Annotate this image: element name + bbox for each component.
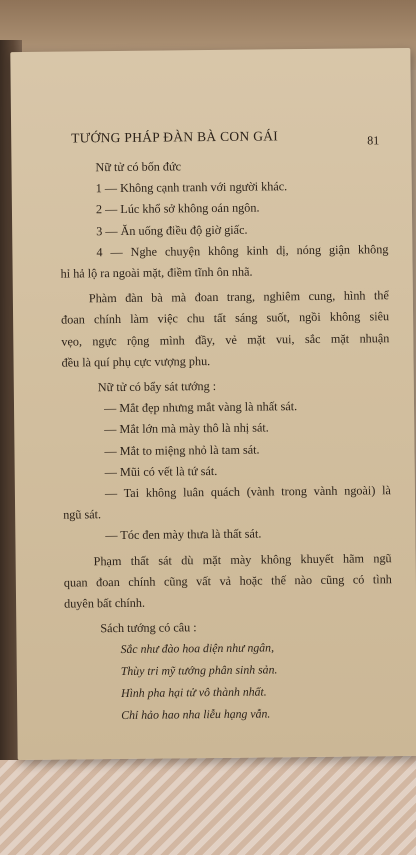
kill-item-5-line1: — Tai không luân quách (vành trong vành ngoài) là	[104, 483, 391, 501]
book-page	[10, 48, 416, 760]
quote-line: Chỉ hảo hao nha liễu hạng vẫn.	[121, 706, 271, 722]
virtue-item: 3 — Ăn uống điều độ giờ giấc.	[96, 222, 248, 238]
quote-intro: Sách tướng có câu :	[100, 620, 197, 636]
kill-item: — Mắt đẹp nhưng mắt vàng là nhất sát.	[103, 399, 298, 416]
paragraph1-line2: đoan chính làm việc chu tất sáng suốt, ngồi không siêu	[61, 309, 390, 328]
page-number: 81	[367, 133, 380, 148]
kill-item: — Mắt lớn mà mày thô là nhị sát.	[104, 420, 269, 437]
virtue-item-4-line2: hỉ hả lộ ra ngoài mặt, điềm tĩnh ôn nhã.	[60, 264, 253, 281]
kill-item-5-line2: ngũ sát.	[63, 507, 102, 522]
kill-item: — Mũi có vết là tứ sát.	[104, 463, 218, 479]
four-virtues-heading: Nữ tử có bốn đức	[95, 159, 182, 175]
virtue-item-4-line1: 4 — Nghe chuyện không kinh dị, nóng giận không	[96, 241, 389, 260]
virtue-item: 2 — Lúc khổ sở không oán ngôn.	[95, 200, 260, 217]
paragraph2-line3: duyên bất chính.	[64, 595, 146, 611]
running-title: TƯỚNG PHÁP ĐÀN BÀ CON GÁI	[71, 128, 279, 146]
page-header	[59, 124, 387, 157]
quote-line: Thùy tri mỹ tướng phân sinh sản.	[120, 662, 278, 679]
paragraph1-line3: vẹo, ngực rộng mình đầy, vẻ mặt vui, sắc mặt nhuận	[61, 330, 390, 349]
paragraph2-line1: Phạm thất sát dù mặt mày không khuyết hãm ngũ	[93, 550, 392, 568]
kill-item: — Mắt to miệng nhỏ là tam sát.	[104, 442, 260, 458]
seven-kills-heading: Nữ tử có bẩy sát tướng :	[97, 379, 217, 395]
quote-line: Hình pha hại tử vô thành nhất.	[120, 684, 267, 701]
page-content	[59, 124, 393, 727]
kill-item-6: — Tóc đen mày thưa là thất sát.	[105, 526, 262, 543]
paragraph2-line2: quan đoan chính cũng vất vả hoặc thế nào cũng có tình	[63, 572, 392, 590]
paragraph1-line4: đều là quí phụ cực vượng phu.	[61, 353, 211, 370]
virtue-item: 1 — Không cạnh tranh với người khác.	[95, 179, 288, 196]
paragraph1-line1: Phàm đàn bà mà đoan trang, nghiêm cung, hình thể	[88, 288, 389, 306]
quote-line: Sắc như đào hoa diện như ngân,	[120, 640, 275, 657]
